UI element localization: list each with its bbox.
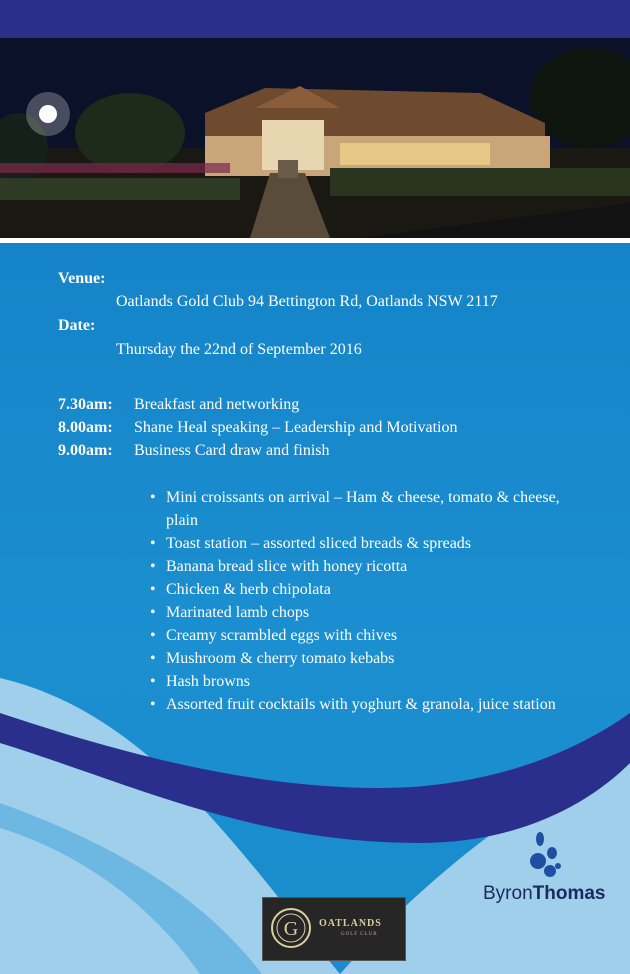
schedule-description: Shane Heal speaking – Leadership and Motivation [134, 419, 458, 436]
menu-item: • Banana bread slice with honey ricotta [148, 555, 588, 578]
menu-item: • Assorted fruit cocktails with yoghurt & granola, juice station [148, 693, 588, 716]
menu-item: • Mini croissants on arrival – Ham & cheese, tomato & cheese, plain [148, 486, 588, 532]
venue-label: Venue: [58, 270, 106, 287]
schedule-description: Business Card draw and finish [134, 442, 330, 459]
brand-part-2: Thomas [532, 883, 606, 904]
date-label: Date: [58, 317, 96, 334]
schedule-time: 9.00am: [58, 442, 113, 459]
venue-value: Oatlands Gold Club 94 Bettington Rd, Oatlands NSW 2117 [116, 293, 498, 310]
menu-item: • Creamy scrambled eggs with chives [148, 624, 588, 647]
invitation-body [0, 243, 630, 974]
oatlands-golf-club-logo [262, 897, 406, 961]
menu-item: • Toast station – assorted sliced breads & spreads [148, 532, 588, 555]
byron-thomas-logo [483, 883, 606, 905]
schedule-time: 8.00am: [58, 419, 113, 436]
top-banner-bar [0, 0, 630, 38]
date-value: Thursday the 22nd of September 2016 [116, 341, 362, 358]
club-name: OATLANDS [319, 918, 382, 929]
venue-photo [0, 38, 630, 238]
breakfast-menu-list [148, 486, 588, 716]
emblem-letter: G [283, 918, 299, 940]
menu-item: • Chicken & herb chipolata [148, 578, 588, 601]
club-subtitle: GOLF CLUB [341, 932, 378, 937]
schedule-time: 7.30am: [58, 396, 113, 413]
brand-part-1: Byron [483, 883, 533, 904]
schedule-description: Breakfast and networking [134, 396, 300, 413]
menu-item: • Mushroom & cherry tomato kebabs [148, 647, 588, 670]
menu-item: • Hash browns [148, 670, 588, 693]
golf-club-emblem-icon [269, 906, 313, 950]
menu-item: • Marinated lamb chops [148, 601, 588, 624]
